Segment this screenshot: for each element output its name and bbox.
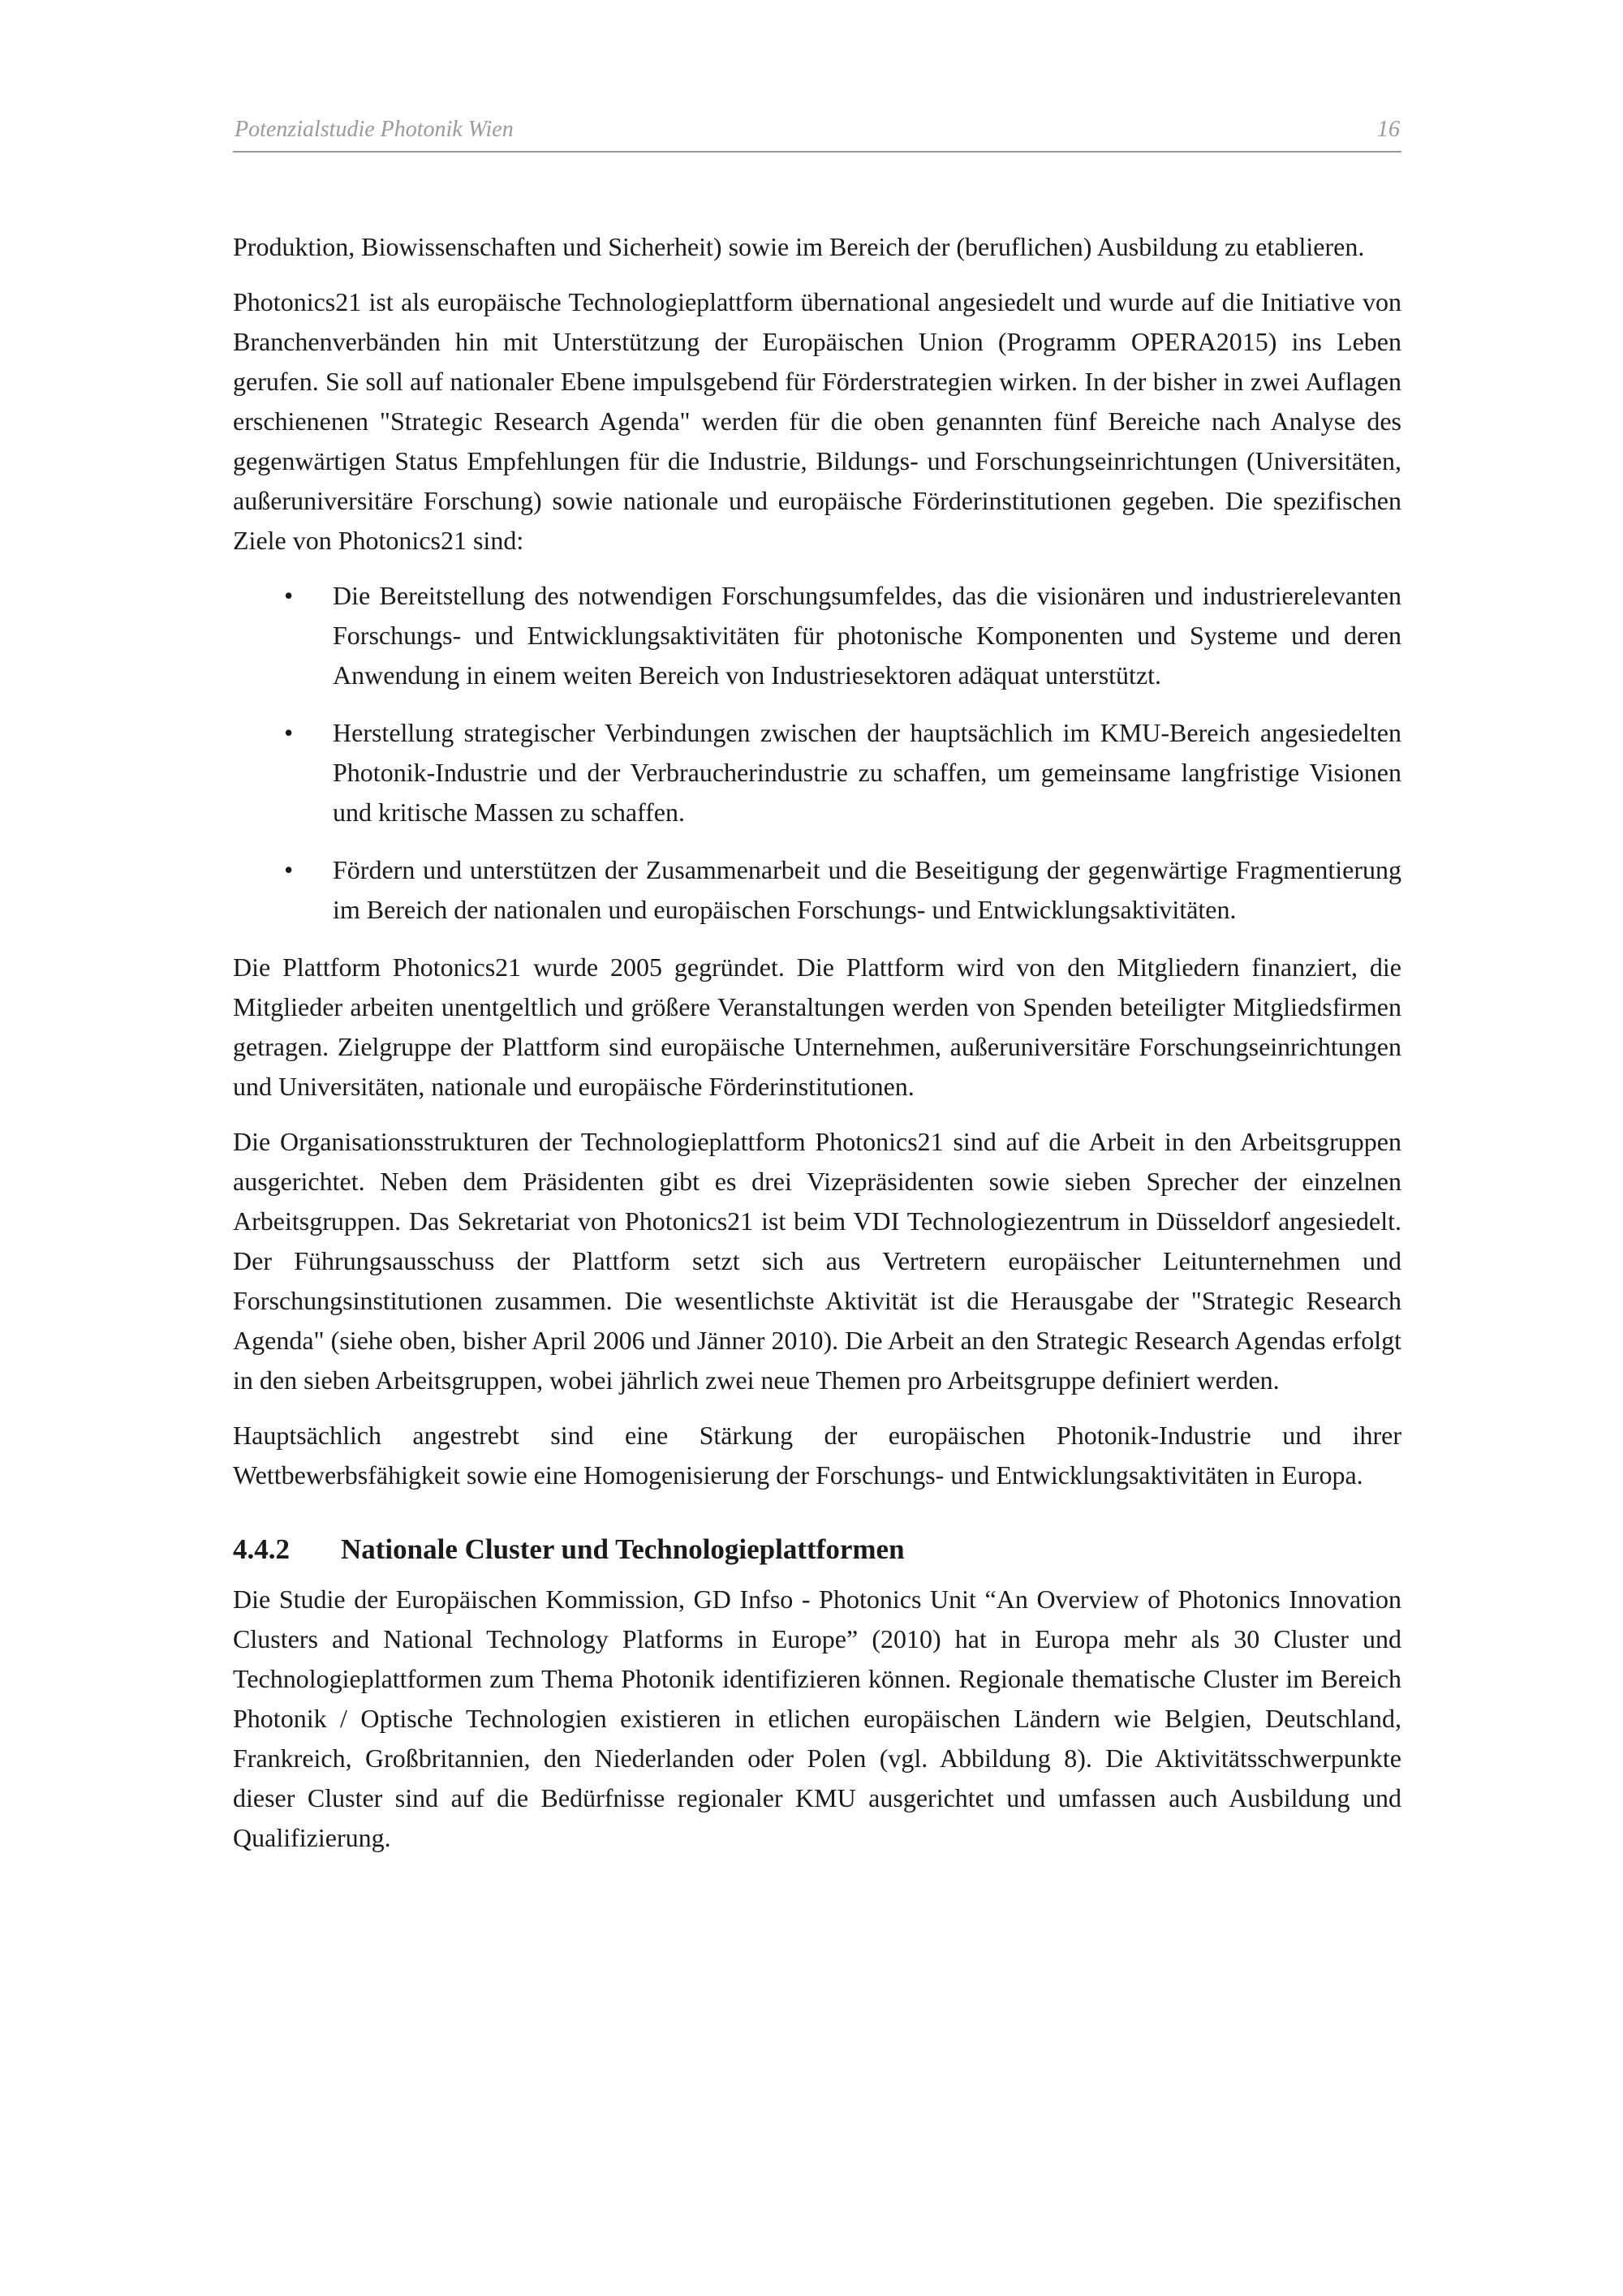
paragraph: Photonics21 ist als europäische Technologieplattform übernational angesiedelt und wurde auf die Initiative von Branchenverbänden hin mit Unterstützung der Europäischen Union (Programm OPERA2015) ins Leben gerufen. Sie soll auf nationaler Ebene impulsgebend für Förderstrategien wirken. In der bisher in zwei Auflagen erschienenen "Strategic Research Agenda" werden für die oben genannten fünf Bereiche nach Analyse des gegenwärtigen Status Empfehlungen für die Industrie, Bildungs- und Forschungseinrichtungen (Universitäten, außeruniversitäre Forschung) sowie nationale und europäische Förderinstitutionen gegeben. Die spezifischen Ziele von Photonics21 sind: — [233, 287, 1401, 555]
list-item — [233, 576, 1401, 695]
list-item-text: Fördern und unterstützen der Zusammenarbeit und die Beseitigung der gegenwärtige Fragmentierung im Bereich der nationalen und europäischen Forschungs- und Entwicklungsaktivitäten. — [333, 855, 1401, 924]
paragraph: Produktion, Biowissenschaften und Sicherheit) sowie im Bereich der (beruflichen) Ausbildung zu etablieren. — [233, 232, 1365, 261]
body-text — [233, 227, 1401, 1873]
list-item-text: Herstellung strategischer Verbindungen zwischen der hauptsächlich im KMU-Bereich angesiedelten Photonik-Industrie und der Verbraucherindustrie zu schaffen, um gemeinsame langfristige Visionen und kritische Massen zu schaffen. — [333, 718, 1401, 827]
bullet-icon: • — [284, 581, 294, 610]
section-title: Nationale Cluster und Technologieplattformen — [341, 1533, 905, 1565]
paragraph: Die Plattform Photonics21 wurde 2005 gegründet. Die Plattform wird von den Mitgliedern finanziert, die Mitglieder arbeiten unentgeltlich und größere Veranstaltungen werden von Spenden beteiligter Mitgliedsfirmen getragen. Zielgruppe der Plattform sind europäische Unternehmen, außeruniversitäre Forschungseinrichtungen und Universitäten, nationale und europäische Förderinstitutionen. — [233, 952, 1401, 1101]
page-header — [233, 114, 1401, 153]
paragraph: Die Studie der Europäischen Kommission, GD Infso - Photonics Unit “An Overview of Photonics Innovation Clusters and National Technology Platforms in Europe” (2010) hat in Europa mehr als 30 Cluster und Technologieplattformen zum Thema Photonik identifizieren können. Regionale thematische Cluster im Bereich Photonik / Optische Technologien existieren in etlichen europäischen Ländern wie Belgien, Deutschland, Frankreich, Großbritannien, den Niederlanden oder Polen (vgl. Abbildung 8). Die Aktivitätsschwerpunkte dieser Cluster sind auf die Bedürfnisse regionaler KMU ausgerichtet und umfassen auch Ausbildung und Qualifizierung. — [233, 1584, 1401, 1852]
paragraph: Hauptsächlich angestrebt sind eine Stärkung der europäischen Photonik-Industrie und ihrer Wettbewerbsfähigkeit sowie eine Homogenisierung der Forschungs- und Entwicklungsaktivitäten in Europa. — [233, 1421, 1401, 1490]
page-number: 16 — [1377, 117, 1400, 142]
running-title: Potenzialstudie Photonik Wien — [235, 117, 514, 142]
list-item — [233, 713, 1401, 832]
bullet-list — [233, 576, 1401, 930]
section-heading — [233, 1529, 1401, 1569]
bullet-icon: • — [284, 855, 294, 884]
paragraph: Die Organisationsstrukturen der Technologieplattform Photonics21 sind auf die Arbeit in den Arbeitsgruppen ausgerichtet. Neben dem Präsidenten gibt es drei Vizepräsidenten sowie sieben Sprecher der einzelnen Arbeitsgruppen. Das Sekretariat von Photonics21 ist beim VDI Technologiezentrum in Düsseldorf angesiedelt. Der Führungsausschuss der Plattform setzt sich aus Vertretern europäischer Leitunternehmen und Forschungsinstitutionen zusammen. Die wesentlichste Aktivität ist die Herausgabe der "Strategic Research Agenda" (siehe oben, bisher April 2006 und Jänner 2010). Die Arbeit an den Strategic Research Agendas erfolgt in den sieben Arbeitsgruppen, wobei jährlich zwei neue Themen pro Arbeitsgruppe definiert werden. — [233, 1127, 1401, 1395]
list-item — [233, 850, 1401, 930]
list-item-text: Die Bereitstellung des notwendigen Forschungsumfeldes, das die visionären und industrierelevanten Forschungs- und Entwicklungsaktivitäten für photonische Komponenten und Systeme und deren Anwendung in einem weiten Bereich von Industriesektoren adäquat unterstützt. — [333, 581, 1401, 690]
bullet-icon: • — [284, 718, 294, 747]
section-number: 4.4.2 — [233, 1533, 290, 1565]
